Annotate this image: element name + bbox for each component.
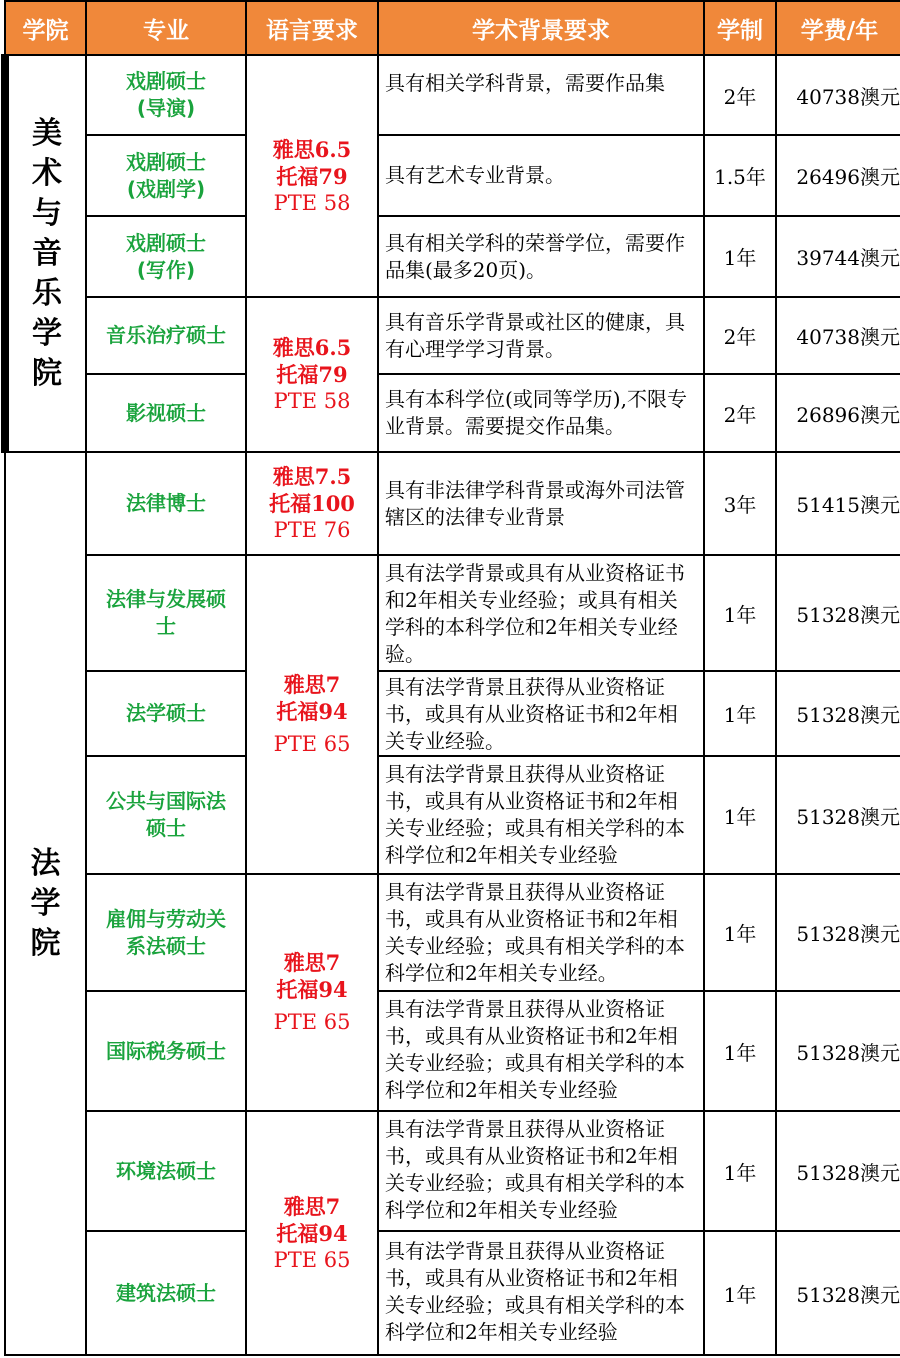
background-cell: 具有法学背景且获得从业资格证书，或具有从业资格证书和2年相关专业经验；或具有相关学科的本科学位和2年相关专业经。 (378, 874, 704, 991)
major-cell: 戏剧硕士 (导演) (86, 55, 246, 135)
background-cell: 具有法学背景且获得从业资格证书，或具有从业资格证书和2年相关专业经验；或具有相关学科的本科学位和2年相关专业经验 (378, 1111, 704, 1231)
duration-cell: 2年 (704, 55, 776, 135)
header-fee: 学费/年 (776, 1, 900, 55)
duration-cell: 1年 (704, 216, 776, 297)
duration-cell: 1年 (704, 1231, 776, 1355)
fee-cell: 51328澳元 (776, 671, 900, 756)
duration-cell: 1年 (704, 671, 776, 756)
duration-cell: 1年 (704, 756, 776, 874)
language-requirement: 雅思7 托福94 PTE 65 (246, 555, 378, 874)
background-cell: 具有法学背景且获得从业资格证书，或具有从业资格证书和2年相关专业经验；或具有相关学科的本科学位和2年相关专业经验 (378, 756, 704, 874)
fee-cell: 40738澳元 (776, 297, 900, 374)
major-cell: 法学硕士 (86, 671, 246, 756)
background-cell: 具有法学背景或具有从业资格证书和2年相关专业经验；或具有相关学科的本科学位和2年相关专业经验。 (378, 555, 704, 671)
college-arts: 美术与音乐学院 (5, 55, 86, 452)
major-cell: 影视硕士 (86, 374, 246, 452)
duration-cell: 2年 (704, 297, 776, 374)
duration-cell: 1年 (704, 991, 776, 1111)
fee-cell: 51328澳元 (776, 756, 900, 874)
header-background: 学术背景要求 (378, 1, 704, 55)
fee-cell: 51415澳元 (776, 452, 900, 555)
programs-table (1, 0, 900, 1356)
table-row (5, 374, 900, 452)
fee-cell: 51328澳元 (776, 874, 900, 991)
duration-cell: 3年 (704, 452, 776, 555)
major-cell: 环境法硕士 (86, 1111, 246, 1231)
header-college: 学院 (5, 1, 86, 55)
background-cell: 具有相关学科的荣誉学位，需要作品集(最多20页)。 (378, 216, 704, 297)
duration-cell: 1年 (704, 1111, 776, 1231)
table-row (5, 452, 900, 555)
table-row (5, 756, 900, 874)
table-row (5, 135, 900, 216)
language-requirement: 雅思7 托福94 PTE 65 (246, 874, 378, 1111)
background-cell: 具有法学背景且获得从业资格证书，或具有从业资格证书和2年相关专业经验。 (378, 671, 704, 756)
background-cell: 具有非法律学科背景或海外司法管辖区的法律专业背景 (378, 452, 704, 555)
major-cell: 音乐治疗硕士 (86, 297, 246, 374)
major-cell: 戏剧硕士 (写作) (86, 216, 246, 297)
table-row (5, 297, 900, 374)
table-row (5, 991, 900, 1111)
fee-cell: 51328澳元 (776, 1231, 900, 1355)
fee-cell: 26896澳元 (776, 374, 900, 452)
header-major: 专业 (86, 1, 246, 55)
table-row (5, 55, 900, 135)
table-row (5, 555, 900, 671)
background-cell: 具有本科学位(或同等学历),不限专业背景。需要提交作品集。 (378, 374, 704, 452)
language-requirement: 雅思6.5 托福79 PTE 58 (246, 297, 378, 452)
duration-cell: 1年 (704, 874, 776, 991)
fee-cell: 51328澳元 (776, 991, 900, 1111)
major-cell: 雇佣与劳动关 系法硕士 (86, 874, 246, 991)
table-row (5, 874, 900, 991)
major-cell: 戏剧硕士 (戏剧学) (86, 135, 246, 216)
major-cell: 法律博士 (86, 452, 246, 555)
fee-cell: 51328澳元 (776, 1111, 900, 1231)
duration-cell: 1年 (704, 555, 776, 671)
fee-cell: 39744澳元 (776, 216, 900, 297)
language-requirement: 雅思7 托福94 PTE 65 (246, 1111, 378, 1355)
duration-cell: 2年 (704, 374, 776, 452)
background-cell: 具有音乐学背景或社区的健康，具有心理学学习背景。 (378, 297, 704, 374)
header-row (5, 1, 900, 55)
header-duration: 学制 (704, 1, 776, 55)
language-requirement: 雅思6.5 托福79 PTE 58 (246, 55, 378, 297)
major-cell: 国际税务硕士 (86, 991, 246, 1111)
background-cell: 具有法学背景且获得从业资格证书，或具有从业资格证书和2年相关专业经验；或具有相关学科的本科学位和2年相关专业经验 (378, 1231, 704, 1355)
background-cell: 具有相关学科背景，需要作品集 (378, 55, 704, 135)
language-requirement: 雅思7.5 托福100 PTE 76 (246, 452, 378, 555)
header-language: 语言要求 (246, 1, 378, 55)
fee-cell: 40738澳元 (776, 55, 900, 135)
major-cell: 公共与国际法 硕士 (86, 756, 246, 874)
background-cell: 具有艺术专业背景。 (378, 135, 704, 216)
major-cell: 建筑法硕士 (86, 1231, 246, 1355)
fee-cell: 51328澳元 (776, 555, 900, 671)
table-row (5, 671, 900, 756)
table-row (5, 216, 900, 297)
college-law: 法学院 (5, 452, 86, 1355)
table-row (5, 1111, 900, 1231)
duration-cell: 1.5年 (704, 135, 776, 216)
major-cell: 法律与发展硕 士 (86, 555, 246, 671)
background-cell: 具有法学背景且获得从业资格证书，或具有从业资格证书和2年相关专业经验；或具有相关学科的本科学位和2年相关专业经验 (378, 991, 704, 1111)
table-row (5, 1231, 900, 1355)
fee-cell: 26496澳元 (776, 135, 900, 216)
